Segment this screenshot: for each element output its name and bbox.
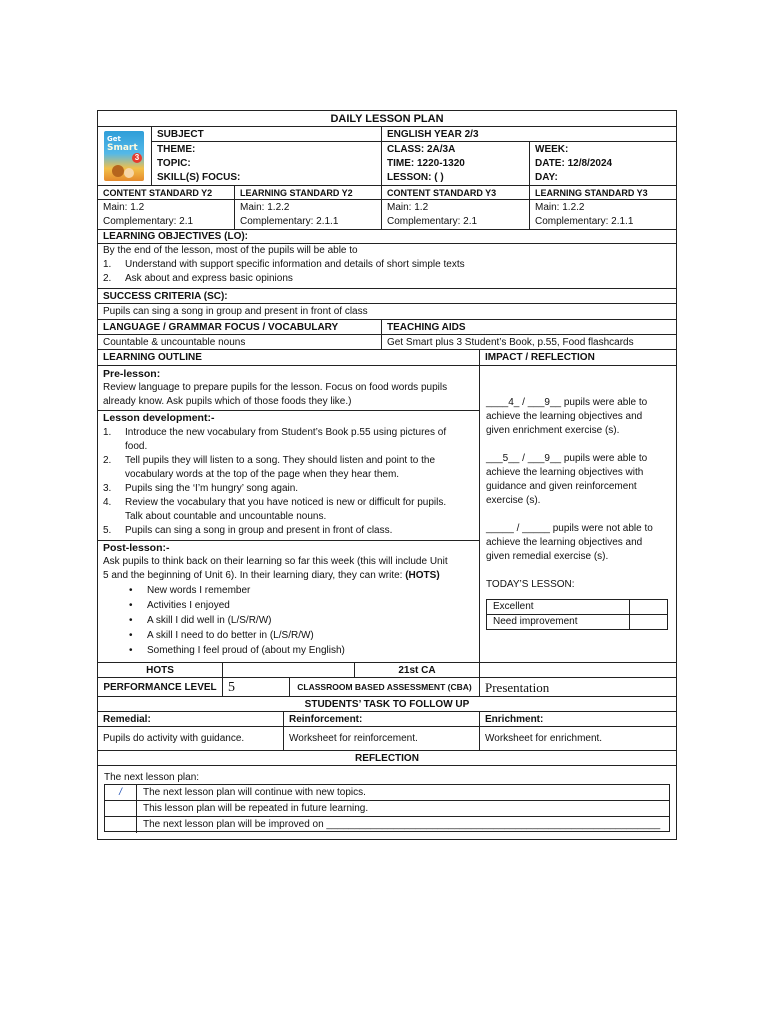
teaching-aids-value: Get Smart plus 3 Student’s Book, p.55, Food flashcards <box>387 337 634 348</box>
title-row <box>98 111 676 127</box>
diary-item <box>125 613 474 628</box>
next-plan-row <box>105 801 669 817</box>
step-text: Pupils can sing a song in group and present in front of class. <box>125 525 393 536</box>
success-heading: SUCCESS CRITERIA (SC): <box>103 291 228 302</box>
cs-y3-main: Main: 1.2 <box>387 202 429 213</box>
hots-value <box>223 663 355 677</box>
book-illustration-2 <box>124 168 134 178</box>
development-step <box>103 454 474 482</box>
objective-item <box>103 272 671 286</box>
step-number: 3. <box>103 483 112 494</box>
rating-checkbox[interactable] <box>631 600 667 614</box>
enrichment-label: Enrichment: <box>485 714 544 725</box>
next-plan-checkbox[interactable]: / <box>105 785 137 800</box>
reflection-body-row <box>98 766 676 839</box>
ls-y3-main: Main: 1.2.2 <box>535 202 585 213</box>
book-level: 3 <box>132 153 142 163</box>
impact-line: guidance and given reinforcement <box>486 481 637 492</box>
followup-heading: STUDENTS’ TASK TO FOLLOW UP <box>304 699 470 710</box>
todays-lesson-label: TODAY’S LESSON: <box>486 579 575 590</box>
lesson-label: LESSON: ( ) <box>387 172 444 183</box>
class-time-cell <box>382 142 530 186</box>
pre-lesson-line: already know. Ask pupils which of those foods they like.) <box>103 396 352 407</box>
standards-values-row <box>98 200 676 230</box>
post-lesson-list <box>103 583 474 658</box>
step-text: vocabulary words at the top of the page when they hear them. <box>125 469 400 480</box>
impact-remedial <box>486 522 670 564</box>
reflection-heading-row <box>98 751 676 766</box>
post-lesson-line: 5 and the beginning of Unit 6). In their learning diary, they can write: <box>103 570 403 581</box>
rating-row-improvement <box>487 615 667 630</box>
performance-value: 5 <box>223 678 290 696</box>
ls-y2-complementary: Complementary: 2.1.1 <box>240 216 339 227</box>
subject-row <box>152 127 676 142</box>
focus-value-row <box>98 335 676 350</box>
step-number: 1. <box>103 427 112 438</box>
rating-checkbox[interactable] <box>631 615 667 630</box>
impact-heading: IMPACT / REFLECTION <box>485 352 595 363</box>
post-lesson-heading: Post-lesson:- <box>103 542 170 554</box>
header-block <box>98 127 676 186</box>
next-plan-checkbox[interactable] <box>105 817 137 833</box>
outline-body-row <box>98 366 676 663</box>
step-number: 2. <box>103 455 112 466</box>
document-title: DAILY LESSON PLAN <box>330 113 444 125</box>
step-text: Introduce the new vocabulary from Student’s Book p.55 using pictures of <box>125 427 447 438</box>
post-lesson-section <box>98 541 479 662</box>
objective-number: 2. <box>103 273 112 284</box>
lesson-development-list <box>103 426 474 538</box>
objectives-heading-row <box>98 230 676 244</box>
next-plan-row <box>105 817 669 833</box>
impact-reinforcement <box>486 452 670 508</box>
diary-item-text: A skill I did well in (L/S/R/W) <box>147 615 272 626</box>
next-plan-text: This lesson plan will be repeated in future learning. <box>143 803 369 814</box>
objectives-row <box>98 244 676 289</box>
post-lesson-line: Ask pupils to think back on their learning so far this week (this will include Unit <box>103 556 448 567</box>
hots-row <box>98 663 676 678</box>
objective-item <box>103 258 671 272</box>
development-step <box>103 496 474 524</box>
day-label: DAY: <box>535 172 558 183</box>
performance-row <box>98 678 676 697</box>
step-text: food. <box>125 441 148 452</box>
objective-text: Understand with support specific information and details of short simple texts <box>125 259 465 270</box>
cs-y2-main: Main: 1.2 <box>103 202 145 213</box>
bullet-icon: • <box>129 645 133 656</box>
hots-tag: (HOTS) <box>405 570 440 581</box>
learning-standard-y3-cell <box>530 200 676 229</box>
content-standard-y3-cell <box>382 200 530 229</box>
book-cover-image <box>104 131 144 181</box>
date-label: DATE: 12/8/2024 <box>535 158 613 169</box>
impact-line: ____4_ / ___9__ pupils were able to <box>486 397 648 408</box>
theme-label: THEME: <box>157 144 196 155</box>
week-date-cell <box>530 142 676 186</box>
impact-line: _____ / _____ pupils were not able to <box>486 523 653 534</box>
diary-item <box>125 598 474 613</box>
skills-focus-label: SKILL(S) FOCUS: <box>157 172 241 183</box>
diary-item <box>125 583 474 598</box>
content-standard-y2-header: CONTENT STANDARD Y2 <box>98 186 235 199</box>
bullet-icon: • <box>129 630 133 641</box>
book-brand: Get <box>107 135 121 143</box>
pre-lesson-heading: Pre-lesson: <box>103 368 161 380</box>
impact-line: achieve the learning objectives and <box>486 411 643 422</box>
impact-line: ___5__ / ___9__ pupils were able to <box>486 453 648 464</box>
teaching-aids-heading: TEACHING AIDS <box>387 322 466 333</box>
next-plan-text: The next lesson plan will be improved on ____________________________________________________________ <box>143 819 661 830</box>
objective-text: Ask about and express basic opinions <box>125 273 293 284</box>
next-plan-checkbox[interactable] <box>105 801 137 816</box>
book-illustration <box>112 165 124 177</box>
rating-label: Need improvement <box>487 615 630 630</box>
book-cover-cell <box>98 127 152 185</box>
impact-line: given remedial exercise (s). <box>486 551 609 562</box>
objectives-list <box>103 258 671 286</box>
impact-line: achieve the learning objectives and <box>486 537 643 548</box>
objectives-intro: By the end of the lesson, most of the pupils will be able to <box>103 245 358 256</box>
next-plan-table <box>104 784 670 832</box>
outline-heading-row <box>98 350 676 366</box>
development-step <box>103 426 474 454</box>
todays-lesson-table <box>486 599 668 630</box>
lesson-development-heading: Lesson development:- <box>103 412 215 424</box>
diary-item-text: A skill I need to do better in (L/S/R/W) <box>147 630 314 641</box>
success-text: Pupils can sing a song in group and present in front of class <box>103 306 368 317</box>
time-label: TIME: 1220-1320 <box>387 158 465 169</box>
objectives-heading: LEARNING OBJECTIVES (LO): <box>103 231 249 242</box>
pre-lesson-line: Review language to prepare pupils for the lesson. Focus on food words pupils <box>103 382 448 393</box>
step-text: Talk about countable and uncountable nouns. <box>125 511 327 522</box>
remedial-value: Pupils do activity with guidance. <box>98 727 284 750</box>
week-label: WEEK: <box>535 144 569 155</box>
standards-header-row <box>98 186 676 200</box>
impact-enrichment <box>486 396 670 438</box>
ls-y2-main: Main: 1.2.2 <box>240 202 290 213</box>
ls-y3-complementary: Complementary: 2.1.1 <box>535 216 634 227</box>
rating-label: Excellent <box>487 600 630 614</box>
lesson-development-section <box>98 411 479 541</box>
followup-heading-row <box>98 697 676 712</box>
cs-y3-complementary: Complementary: 2.1 <box>387 216 478 227</box>
learning-standard-y3-header: LEARNING STANDARD Y3 <box>535 188 648 198</box>
lesson-plan-document <box>97 110 677 840</box>
diary-item-text: Something I feel proud of (about my English) <box>147 645 345 656</box>
focus-value: Countable & uncountable nouns <box>98 335 382 349</box>
learning-standard-y2-header: LEARNING STANDARD Y2 <box>235 186 382 199</box>
bullet-icon: • <box>129 600 133 611</box>
impact-line: achieve the learning objectives with <box>486 467 644 478</box>
subject-label: SUBJECT <box>152 127 382 141</box>
details-row <box>152 142 676 186</box>
rating-row-excellent <box>487 600 667 615</box>
step-number: 5. <box>103 525 112 536</box>
pre-lesson-section <box>98 366 479 411</box>
reinforcement-label: Reinforcement: <box>284 712 480 726</box>
objectives-cell <box>98 244 676 288</box>
topic-label: TOPIC: <box>157 158 191 169</box>
diary-item-text: Activities I enjoyed <box>147 600 230 611</box>
followup-labels-row <box>98 712 676 727</box>
content-standard-y2-cell <box>98 200 235 229</box>
impact-line: exercise (s). <box>486 495 541 506</box>
remedial-label: Remedial: <box>98 712 284 726</box>
development-step <box>103 482 474 496</box>
hots-label: HOTS <box>98 663 223 677</box>
step-text: Review the vocabulary that you have noticed is new or difficult for pupils. <box>125 497 447 508</box>
focus-heading: LANGUAGE / GRAMMAR FOCUS / VOCABULARY <box>98 320 382 334</box>
bullet-icon: • <box>129 615 133 626</box>
enrichment-value: Worksheet for enrichment. <box>485 733 603 744</box>
objective-number: 1. <box>103 259 112 270</box>
diary-item <box>125 628 474 643</box>
success-heading-row <box>98 289 676 304</box>
outline-heading: LEARNING OUTLINE <box>98 350 480 365</box>
theme-topic-cell <box>152 142 382 186</box>
impact-cell <box>480 366 676 662</box>
content-standard-y3-header: CONTENT STANDARD Y3 <box>382 186 530 199</box>
reflection-intro: The next lesson plan: <box>104 772 200 783</box>
class-label: CLASS: 2A/3A <box>387 144 456 155</box>
reinforcement-value: Worksheet for reinforcement. <box>284 727 480 750</box>
next-plan-row <box>105 785 669 801</box>
post-lesson-line-wrap <box>103 569 474 583</box>
followup-values-row <box>98 727 676 751</box>
learning-standard-y2-cell <box>235 200 382 229</box>
book-name: Smart <box>107 143 138 153</box>
focus-heading-row <box>98 320 676 335</box>
cba-label: CLASSROOM BASED ASSESSMENT (CBA) <box>290 678 480 696</box>
subject-value: ENGLISH YEAR 2/3 <box>387 129 479 140</box>
outline-cell <box>98 366 480 662</box>
bullet-icon: • <box>129 585 133 596</box>
development-step <box>103 524 474 538</box>
diary-item <box>125 643 474 658</box>
cba-value: Presentation <box>485 680 550 695</box>
ca21-label: 21st CA <box>355 663 480 677</box>
success-row <box>98 304 676 320</box>
step-text: Pupils sing the ‘I’m hungry’ song again. <box>125 483 299 494</box>
reflection-heading: REFLECTION <box>355 753 419 764</box>
performance-label: PERFORMANCE LEVEL <box>98 678 223 696</box>
cs-y2-complementary: Complementary: 2.1 <box>103 216 194 227</box>
impact-line: given enrichment exercise (s). <box>486 425 620 436</box>
next-plan-text: The next lesson plan will continue with new topics. <box>143 787 366 798</box>
ca21-value <box>480 663 676 677</box>
step-number: 4. <box>103 497 112 508</box>
diary-item-text: New words I remember <box>147 585 251 596</box>
step-text: Tell pupils they will listen to a song. They should listen and point to the <box>125 455 435 466</box>
